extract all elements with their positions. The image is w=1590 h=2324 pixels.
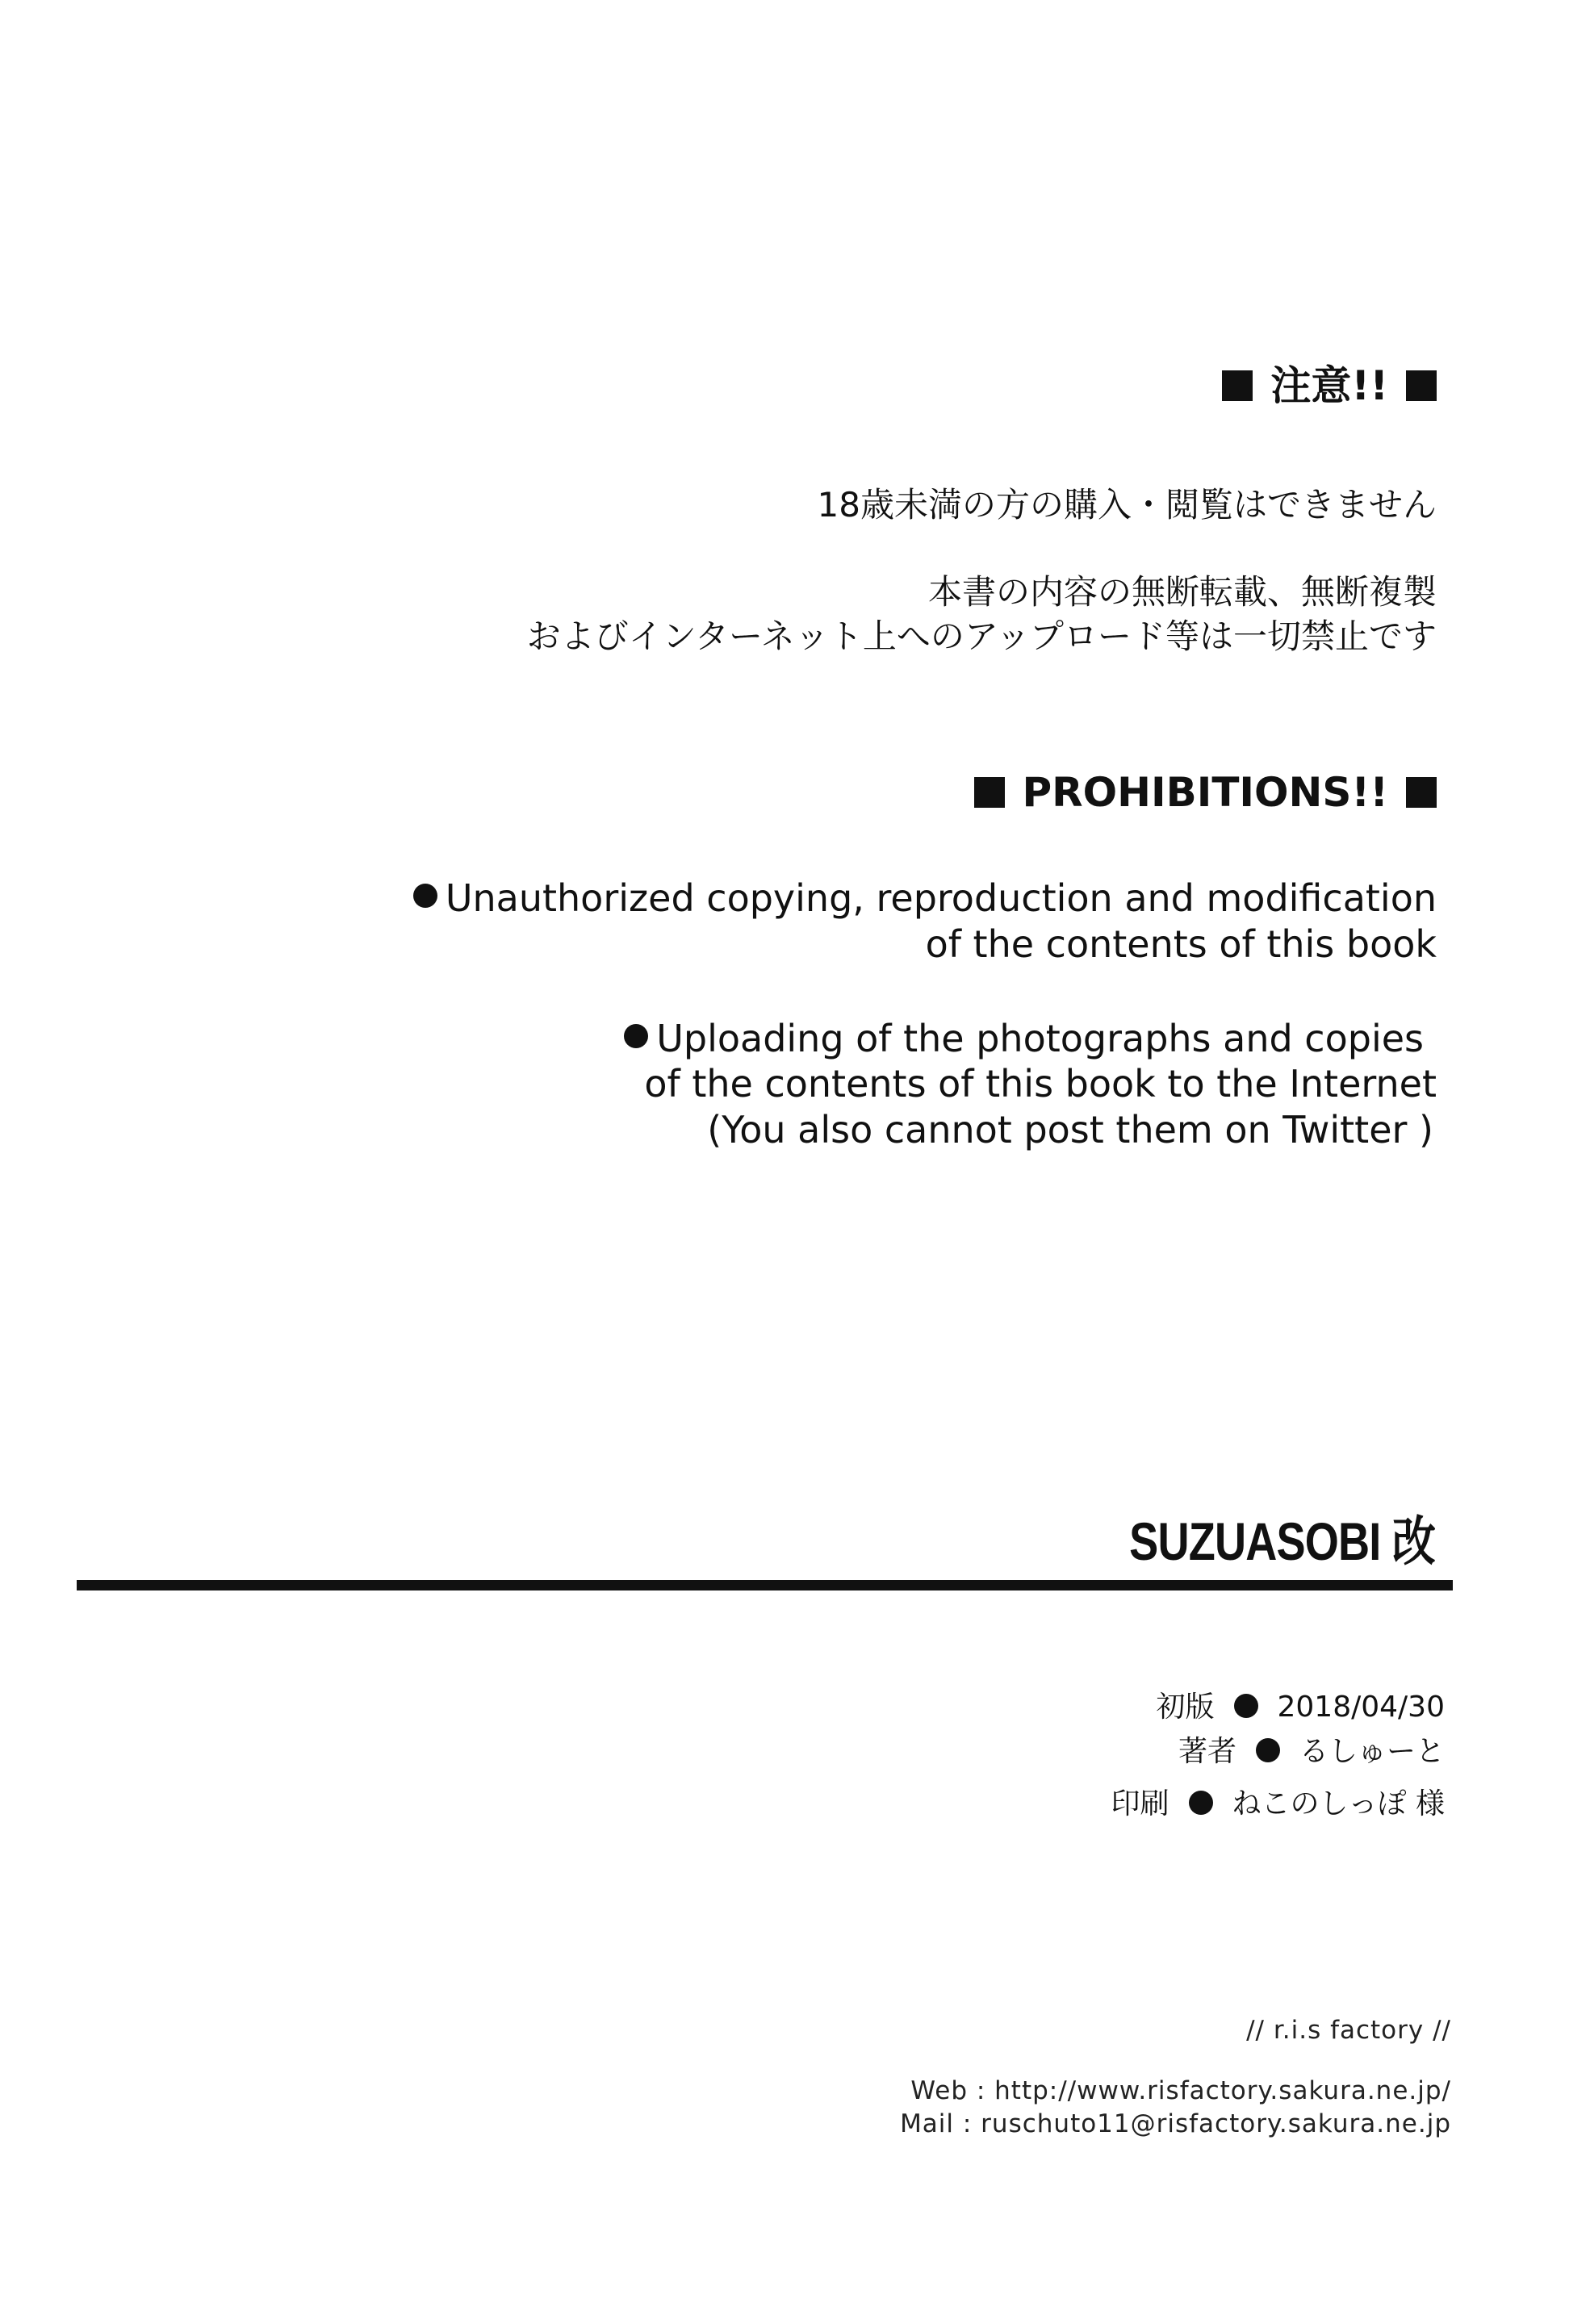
square-bullet-icon	[1222, 370, 1253, 401]
colophon-author	[1178, 1733, 1445, 1771]
prohibition-item-2-line-1: Uploading of the photographs and copies	[656, 1017, 1424, 1060]
bullet-dot-icon	[1256, 1738, 1280, 1762]
notice-en-heading	[974, 768, 1437, 817]
book-title: SUZUASOBI 改	[1129, 1511, 1435, 1571]
bullet-dot-icon	[1189, 1791, 1213, 1815]
prohibition-item-2-line-2: of the contents of this book to the Internet	[644, 1062, 1437, 1106]
colophon-label: 初版	[1156, 1691, 1215, 1724]
square-bullet-icon	[1406, 777, 1437, 808]
colophon-label: 著者	[1178, 1735, 1236, 1768]
notice-en-heading-text: PROHIBITIONS!!	[1022, 769, 1388, 816]
colophon-value: るしゅーと	[1299, 1735, 1445, 1768]
prohibition-item-2-line-3: (You also cannot post them on Twitter )	[707, 1108, 1433, 1152]
square-bullet-icon	[974, 777, 1005, 808]
notice-jp-heading-text: 注意!!	[1270, 362, 1388, 409]
prohibition-item-1	[413, 876, 1437, 922]
colophon-value: ねこのしっぽ 様	[1232, 1787, 1445, 1820]
circle-name: // r.i.s factory //	[1246, 2016, 1451, 2045]
bullet-dot-icon	[624, 1024, 648, 1048]
contact-email[interactable]: Mail : ruschuto11@risfactory.sakura.ne.jp	[900, 2109, 1451, 2138]
website-url[interactable]: Web : http://www.risfactory.sakura.ne.jp/	[910, 2076, 1451, 2105]
colophon-first-edition	[1156, 1688, 1445, 1727]
bullet-dot-icon	[413, 884, 437, 908]
notice-jp-heading	[1222, 362, 1437, 410]
copy-prohibition-line-2: およびインターネット上へのアップロード等は一切禁止です	[526, 617, 1437, 656]
prohibition-item-1-line-1: Unauthorized copying, reproduction and modification	[445, 876, 1437, 920]
prohibition-item-1-line-2: of the contents of this book	[925, 922, 1437, 966]
age-restriction-text: 18歳未満の方の購入・閲覧はできません	[817, 485, 1437, 525]
bullet-dot-icon	[1234, 1694, 1258, 1718]
colophon-label: 印刷	[1111, 1787, 1169, 1820]
colophon-printer	[1111, 1785, 1445, 1824]
divider-rule	[77, 1580, 1453, 1590]
prohibition-item-2	[624, 1016, 1424, 1062]
colophon-value: 2018/04/30	[1277, 1691, 1445, 1724]
copy-prohibition-line-1: 本書の内容の無断転載、無断複製	[927, 572, 1437, 612]
square-bullet-icon	[1406, 370, 1437, 401]
